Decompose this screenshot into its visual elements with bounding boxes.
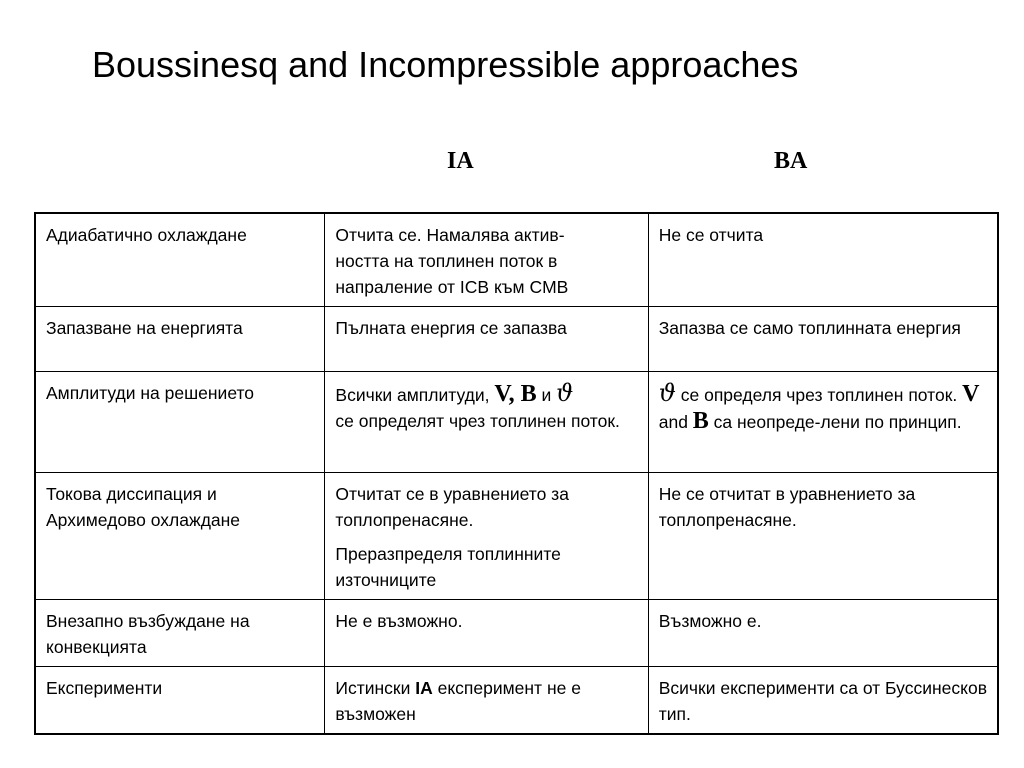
ia-line: Отчита се. Намалява актив- <box>335 225 565 245</box>
and-word: and <box>658 412 693 432</box>
row-label: Внезапно възбуждане на конвекцията <box>35 600 325 667</box>
ia-paragraph: Преразпределя топлинните източниците <box>335 544 561 590</box>
v-b-symbols: V, B <box>494 381 537 407</box>
ia-text: експеримент не е възможен <box>335 678 581 724</box>
ba-cell: Не се отчита <box>648 213 998 307</box>
row-label: Токова диссипация и Архимедово охлаждане <box>35 473 325 600</box>
ia-cell <box>325 667 648 735</box>
v-symbol: V <box>962 381 980 407</box>
ia-abbrev: IA <box>415 678 433 698</box>
ba-cell: Запазва се само топлинната енергия <box>648 307 998 372</box>
row-label: Запазване на енергията <box>35 307 325 372</box>
ia-text: Всички амплитуди, <box>335 385 495 405</box>
ba-cell <box>648 372 998 473</box>
ia-cell <box>325 372 648 473</box>
ba-cell: Всички експерименти са от Буссинесков тип. <box>648 667 998 735</box>
ba-text: са неопреде-лени по принцип. <box>708 412 962 432</box>
ba-cell: Не се отчитат в уравнението за топлопренасяне. <box>648 473 998 600</box>
b-symbol: B <box>692 408 709 434</box>
row-label: Експерименти <box>35 667 325 735</box>
ia-cell <box>325 473 648 600</box>
ia-cell: Пълната енергия се запазва <box>325 307 648 372</box>
table-row <box>35 667 998 735</box>
row-label: Амплитуди на решението <box>35 372 325 473</box>
slide-title: Boussinesq and Incompressible approaches <box>92 44 799 85</box>
ia-line: напраление от ICB към CMB <box>335 277 569 297</box>
and-word: и <box>536 385 557 405</box>
table-row <box>35 213 998 307</box>
theta-symbol: ϑ <box>556 379 574 407</box>
column-header-ia: IA <box>447 148 474 174</box>
table-row <box>35 307 998 372</box>
ia-cell: Не е възможно. <box>325 600 648 667</box>
column-header-ba: BA <box>774 148 808 174</box>
table-row <box>35 473 998 600</box>
ba-text: се определя чрез топлинен поток. <box>675 385 963 405</box>
row-label: Адиабатично охлаждане <box>35 213 325 307</box>
table-row <box>35 372 998 473</box>
table-row <box>35 600 998 667</box>
ia-text: се определят чрез топлинен поток. <box>335 411 620 431</box>
comparison-table <box>34 212 999 735</box>
ba-cell: Възможно е. <box>648 600 998 667</box>
ia-line: ността на топлинен поток в <box>335 251 558 271</box>
ia-text: Истински <box>335 678 416 698</box>
theta-symbol: ϑ <box>658 379 676 407</box>
ia-cell <box>325 213 648 307</box>
ia-paragraph: Отчитат се в уравнението за топлопренасяне. <box>335 484 569 530</box>
